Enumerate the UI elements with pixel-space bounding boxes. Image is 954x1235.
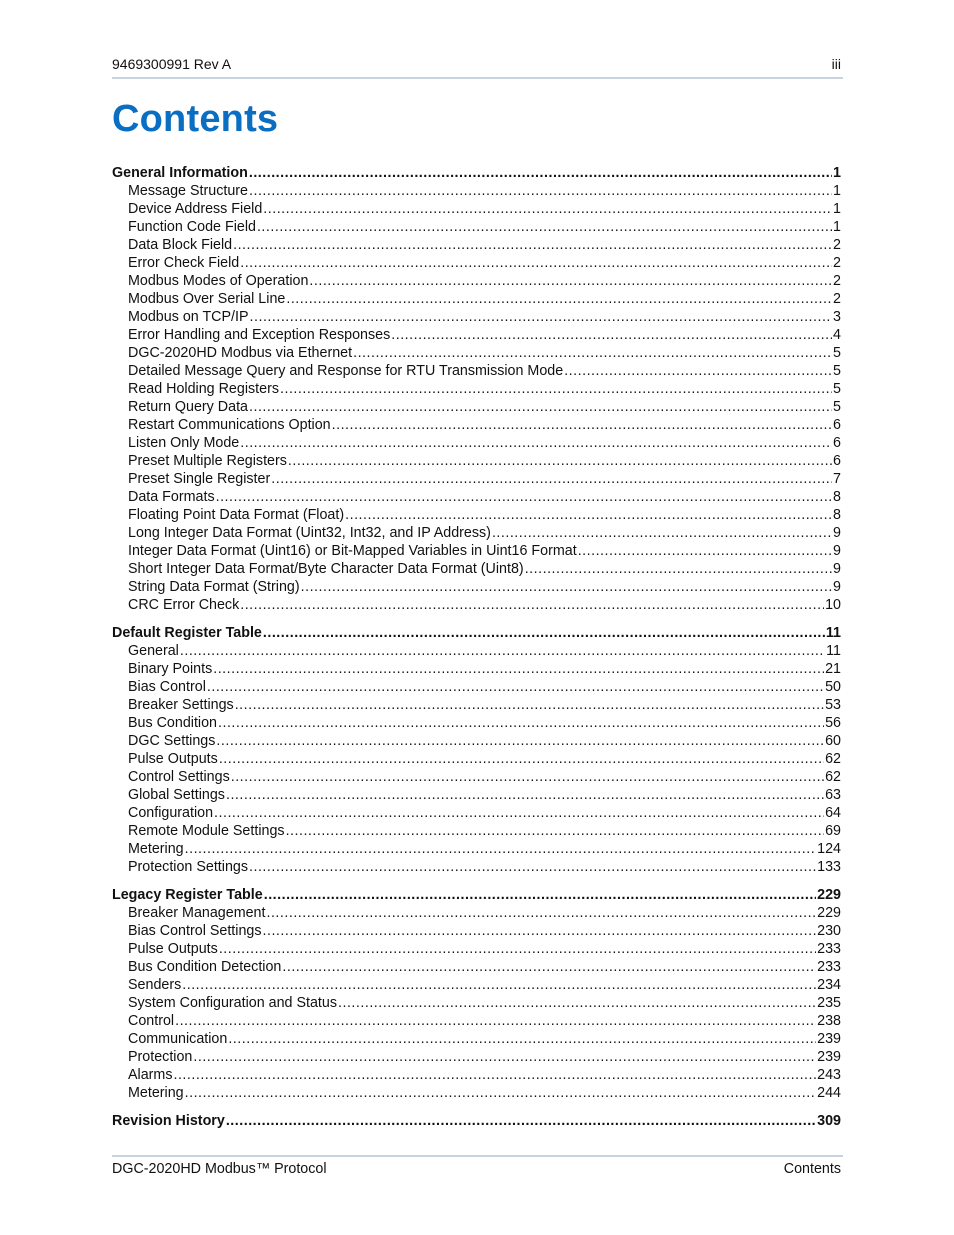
toc-entry-label: Configuration	[128, 805, 214, 821]
toc-entry-label: Pulse Outputs	[128, 941, 218, 957]
toc-entry-label: Control Settings	[128, 769, 230, 785]
toc-entry[interactable]	[112, 272, 841, 290]
toc-entry[interactable]	[112, 290, 841, 308]
toc-entry[interactable]	[112, 642, 841, 660]
toc-entry[interactable]	[112, 398, 841, 416]
toc-entry-page: 2	[833, 273, 841, 289]
toc-entry-page: 53	[825, 697, 841, 713]
toc-entry-label: Remote Module Settings	[128, 823, 285, 839]
dot-leader	[492, 524, 832, 542]
toc-entry[interactable]	[112, 822, 841, 840]
toc-entry-label: Data Block Field	[128, 237, 233, 253]
toc-entry-label: System Configuration and Status	[128, 995, 338, 1011]
toc-section	[112, 1112, 841, 1130]
toc-entry[interactable]	[112, 1048, 841, 1066]
dot-leader	[193, 1048, 816, 1066]
toc-entry[interactable]	[112, 786, 841, 804]
toc-entry-page: 69	[825, 823, 841, 839]
dot-leader	[249, 164, 832, 182]
toc-entry-label: Pulse Outputs	[128, 751, 218, 767]
toc-entry[interactable]	[112, 470, 841, 488]
toc-entry-label: Floating Point Data Format (Float)	[128, 507, 345, 523]
toc-entry[interactable]	[112, 200, 841, 218]
toc-entry-page: 124	[817, 841, 841, 857]
toc-entry-page: 9	[833, 525, 841, 541]
toc-entry[interactable]	[112, 488, 841, 506]
toc-entry-page: 9	[833, 543, 841, 559]
toc-entry-label: Integer Data Format (Uint16) or Bit-Mapped Variables in Uint16 Format	[128, 543, 577, 559]
toc-entry-page: 8	[833, 489, 841, 505]
dot-leader	[525, 560, 832, 578]
dot-leader	[240, 254, 832, 272]
toc-entry-page: 8	[833, 507, 841, 523]
toc-entry-page: 5	[833, 345, 841, 361]
toc-entry-page: 60	[825, 733, 841, 749]
toc-entry-page: 62	[825, 769, 841, 785]
toc-section-heading[interactable]	[112, 164, 841, 182]
toc-entry[interactable]	[112, 434, 841, 452]
toc-entry-page: 3	[833, 309, 841, 325]
dot-leader	[263, 624, 825, 642]
toc-entry-label: Listen Only Mode	[128, 435, 240, 451]
toc-entry[interactable]	[112, 1030, 841, 1048]
toc-entry[interactable]	[112, 596, 841, 614]
toc-entry-page: 230	[817, 923, 841, 939]
toc-entry[interactable]	[112, 768, 841, 786]
toc-entry-page: 10	[825, 597, 841, 613]
toc-entry-label: Detailed Message Query and Response for RTU Transmission Mode	[128, 363, 564, 379]
toc-entry[interactable]	[112, 904, 841, 922]
page-title: Contents	[112, 98, 279, 140]
toc-entry-page: 64	[825, 805, 841, 821]
toc-entry-page: 2	[833, 237, 841, 253]
document-number: 9469300991 Rev A	[112, 56, 232, 72]
toc-entry[interactable]	[112, 840, 841, 858]
dot-leader	[219, 940, 816, 958]
toc-entry-page: 1	[833, 219, 841, 235]
toc-entry[interactable]	[112, 858, 841, 876]
toc-entry-page: 133	[817, 859, 841, 875]
toc-entry-page: 5	[833, 363, 841, 379]
dot-leader	[301, 578, 832, 596]
dot-leader	[226, 786, 824, 804]
toc-section	[112, 164, 841, 614]
toc-entry-label: Senders	[128, 977, 182, 993]
toc-entry-label: Preset Single Register	[128, 471, 271, 487]
dot-leader	[249, 182, 832, 200]
toc-entry[interactable]	[112, 750, 841, 768]
toc-entry-page: 6	[833, 417, 841, 433]
toc-entry-label: Bias Control Settings	[128, 923, 262, 939]
toc-entry-page: 2	[833, 255, 841, 271]
toc-entry-page: 21	[825, 661, 841, 677]
dot-leader	[249, 398, 832, 416]
toc-entry-label: Breaker Settings	[128, 697, 234, 713]
toc-entry-page: 6	[833, 453, 841, 469]
toc-entry-label: String Data Format (String)	[128, 579, 300, 595]
toc-entry-label: Modbus Modes of Operation	[128, 273, 309, 289]
toc-entry-label: Protection	[128, 1049, 193, 1065]
dot-leader	[271, 470, 832, 488]
toc-entry[interactable]	[112, 506, 841, 524]
toc-entry-page: 5	[833, 399, 841, 415]
toc-entry[interactable]	[112, 922, 841, 940]
toc-entry[interactable]	[112, 344, 841, 362]
dot-leader	[338, 994, 816, 1012]
dot-leader	[213, 660, 824, 678]
toc-entry[interactable]	[112, 524, 841, 542]
toc-entry-label: Long Integer Data Format (Uint32, Int32, and IP Address)	[128, 525, 491, 541]
dot-leader	[182, 976, 816, 994]
toc-entry-label: Global Settings	[128, 787, 225, 803]
toc-entry-label: CRC Error Check	[128, 597, 240, 613]
toc-entry[interactable]	[112, 958, 841, 976]
dot-leader	[250, 308, 833, 326]
page-number: iii	[831, 56, 841, 72]
toc-section-heading[interactable]	[112, 624, 841, 642]
toc-entry-page: 238	[817, 1013, 841, 1029]
toc-entry-page: 1	[833, 201, 841, 217]
dot-leader	[233, 236, 832, 254]
dot-leader	[240, 434, 832, 452]
dot-leader	[564, 362, 832, 380]
dot-leader	[218, 714, 824, 732]
dot-leader	[263, 922, 817, 940]
toc-entry-label: Binary Points	[128, 661, 213, 677]
page-footer	[112, 1155, 843, 1185]
toc-entry[interactable]	[112, 940, 841, 958]
dot-leader	[214, 804, 824, 822]
toc-entry-label: Bus Condition	[128, 715, 218, 731]
toc-entry-page: 233	[817, 959, 841, 975]
toc-section-heading[interactable]	[112, 1112, 841, 1130]
toc-entry-page: 11	[825, 625, 841, 641]
toc-entry-label: Modbus Over Serial Line	[128, 291, 286, 307]
toc-entry[interactable]	[112, 1012, 841, 1030]
toc-entry-label: Metering	[128, 841, 184, 857]
dot-leader	[353, 344, 832, 362]
toc-entry-page: 6	[833, 435, 841, 451]
dot-leader	[226, 1112, 816, 1130]
toc-entry-page: 9	[833, 561, 841, 577]
dot-leader	[288, 452, 832, 470]
dot-leader	[263, 200, 832, 218]
toc-entry-label: Restart Communications Option	[128, 417, 331, 433]
dot-leader	[264, 886, 816, 904]
toc-entry-label: Modbus on TCP/IP	[128, 309, 249, 325]
toc-entry[interactable]	[112, 696, 841, 714]
toc-entry-label: General Information	[112, 165, 248, 181]
dot-leader	[231, 768, 824, 786]
dot-leader	[216, 488, 832, 506]
toc-entry-page: 56	[825, 715, 841, 731]
page-header	[112, 56, 843, 79]
table-of-contents	[112, 164, 841, 1140]
toc-entry-page: 243	[817, 1067, 841, 1083]
dot-leader	[216, 732, 824, 750]
toc-entry-label: General	[128, 643, 179, 659]
toc-entry-page: 1	[833, 165, 841, 181]
toc-entry[interactable]	[112, 236, 841, 254]
toc-entry-page: 11	[826, 643, 841, 659]
toc-entry[interactable]	[112, 732, 841, 750]
toc-entry-page: 309	[817, 1113, 841, 1129]
toc-entry-label: DGC Settings	[128, 733, 216, 749]
toc-entry-page: 4	[833, 327, 841, 343]
toc-entry[interactable]	[112, 678, 841, 696]
toc-entry-page: 5	[833, 381, 841, 397]
toc-entry[interactable]	[112, 416, 841, 434]
toc-entry-label: Default Register Table	[112, 625, 262, 641]
toc-entry-page: 50	[825, 679, 841, 695]
toc-entry-label: Breaker Management	[128, 905, 266, 921]
toc-section	[112, 886, 841, 1102]
toc-entry-label: Return Query Data	[128, 399, 248, 415]
toc-entry[interactable]	[112, 380, 841, 398]
toc-entry[interactable]	[112, 1066, 841, 1084]
dot-leader	[185, 840, 817, 858]
toc-entry-label: DGC-2020HD Modbus via Ethernet	[128, 345, 353, 361]
toc-entry[interactable]	[112, 254, 841, 272]
dot-leader	[280, 380, 832, 398]
dot-leader	[286, 822, 825, 840]
dot-leader	[282, 958, 816, 976]
toc-entry[interactable]	[112, 326, 841, 344]
toc-entry-page: 2	[833, 291, 841, 307]
toc-entry[interactable]	[112, 714, 841, 732]
toc-entry-page: 1	[833, 183, 841, 199]
toc-section	[112, 624, 841, 876]
footer-section-name: Contents	[783, 1161, 841, 1177]
toc-entry-page: 62	[825, 751, 841, 767]
toc-entry-label: Device Address Field	[128, 201, 263, 217]
toc-entry-page: 239	[817, 1031, 841, 1047]
toc-entry-page: 229	[817, 905, 841, 921]
toc-entry[interactable]	[112, 560, 841, 578]
toc-entry[interactable]	[112, 218, 841, 236]
dot-leader	[240, 596, 824, 614]
dot-leader	[185, 1084, 817, 1102]
toc-entry[interactable]	[112, 452, 841, 470]
toc-entry[interactable]	[112, 182, 841, 200]
toc-entry-label: Preset Multiple Registers	[128, 453, 287, 469]
toc-entry-label: Message Structure	[128, 183, 248, 199]
toc-entry-page: 239	[817, 1049, 841, 1065]
dot-leader	[345, 506, 832, 524]
dot-leader	[266, 904, 816, 922]
toc-entry[interactable]	[112, 308, 841, 326]
dot-leader	[219, 750, 824, 768]
dot-leader	[180, 642, 825, 660]
dot-leader	[235, 696, 824, 714]
toc-entry-label: Data Formats	[128, 489, 215, 505]
dot-leader	[309, 272, 832, 290]
toc-entry-label: Read Holding Registers	[128, 381, 279, 397]
dot-leader	[286, 290, 832, 308]
document-title: DGC-2020HD Modbus™ Protocol	[112, 1161, 327, 1177]
toc-entry[interactable]	[112, 660, 841, 678]
dot-leader	[228, 1030, 816, 1048]
toc-entry[interactable]	[112, 804, 841, 822]
toc-entry-page: 235	[817, 995, 841, 1011]
dot-leader	[391, 326, 832, 344]
dot-leader	[173, 1066, 816, 1084]
toc-entry-label: Bias Control	[128, 679, 206, 695]
dot-leader	[249, 858, 816, 876]
toc-entry[interactable]	[112, 994, 841, 1012]
toc-entry-label: Protection Settings	[128, 859, 249, 875]
toc-entry-page: 7	[833, 471, 841, 487]
toc-entry-page: 234	[817, 977, 841, 993]
toc-entry-page: 244	[817, 1085, 841, 1101]
toc-entry[interactable]	[112, 542, 841, 560]
toc-entry-label: Short Integer Data Format/Byte Character Data Format (Uint8)	[128, 561, 524, 577]
toc-entry-label: Alarms	[128, 1067, 173, 1083]
toc-section-heading[interactable]	[112, 886, 841, 904]
dot-leader	[578, 542, 832, 560]
toc-entry-label: Revision History	[112, 1113, 225, 1129]
toc-entry-label: Communication	[128, 1031, 228, 1047]
toc-entry-label: Function Code Field	[128, 219, 256, 235]
toc-entry-page: 63	[825, 787, 841, 803]
toc-entry-label: Error Handling and Exception Responses	[128, 327, 391, 343]
toc-entry-label: Error Check Field	[128, 255, 240, 271]
toc-entry-page: 229	[817, 887, 841, 903]
toc-entry[interactable]	[112, 1084, 841, 1102]
toc-entry-label: Bus Condition Detection	[128, 959, 282, 975]
toc-entry[interactable]	[112, 362, 841, 380]
dot-leader	[332, 416, 832, 434]
toc-entry[interactable]	[112, 976, 841, 994]
dot-leader	[207, 678, 824, 696]
toc-entry-label: Legacy Register Table	[112, 887, 263, 903]
dot-leader	[257, 218, 832, 236]
dot-leader	[175, 1012, 816, 1030]
toc-entry-label: Control	[128, 1013, 175, 1029]
toc-entry-page: 9	[833, 579, 841, 595]
toc-entry[interactable]	[112, 578, 841, 596]
toc-entry-label: Metering	[128, 1085, 184, 1101]
toc-entry-page: 233	[817, 941, 841, 957]
